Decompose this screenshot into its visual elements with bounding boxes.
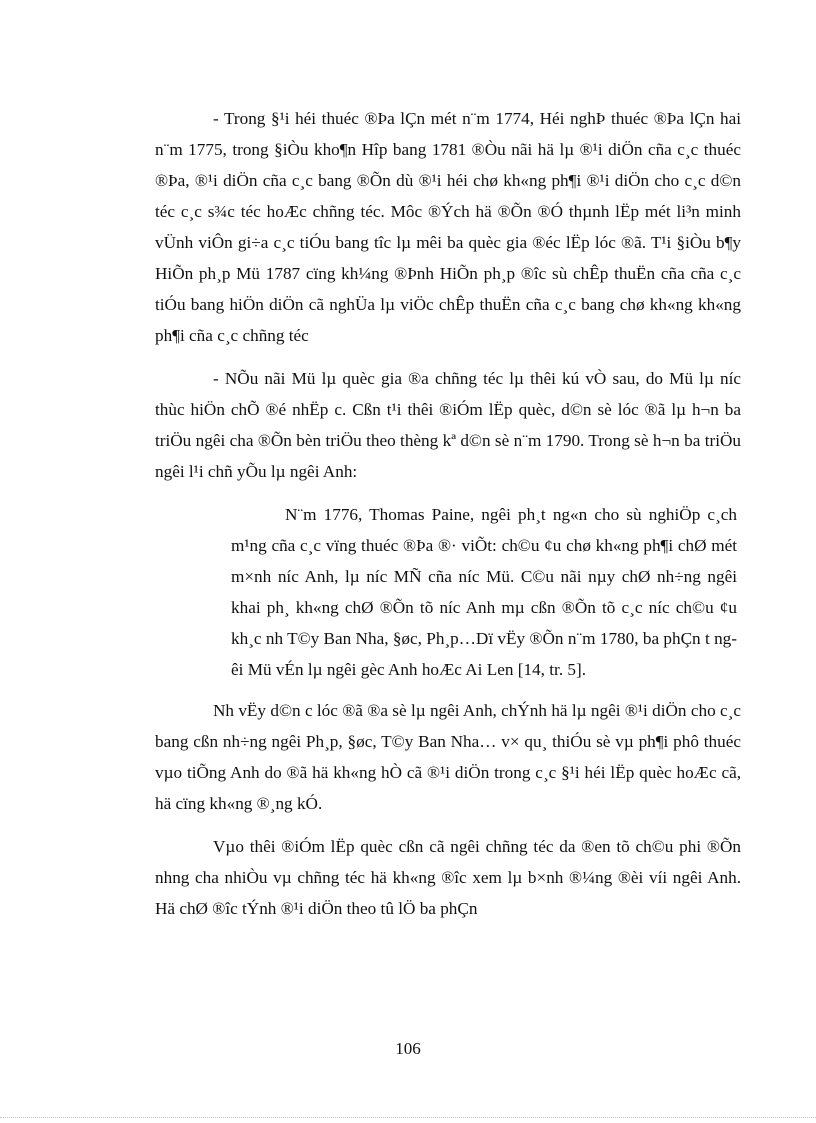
paragraph-3: Nh vËy d©n c lóc ®ã ®a sè lµ ngêi Anh, chÝnh hä lµ ngêi ®¹i diÖn cho c¸c bang cßn nh÷ng ngêi Ph¸p, §øc, T©y Ban Nha… v× qu¸ thiÓu sè vµ ph¶i phô thuéc vµo tiÕng Anh do ®ã hä kh«ng hÒ cã ®¹i diÖn trong c¸c §¹i héi lËp quèc hoÆc cã, hä cïng kh«ng ®¸ng kÓ. bbox=[155, 701, 741, 813]
paragraph-2: - NÕu nãi Mü lµ quèc gia ®a chñng téc lµ thêi kú vÒ sau, do Mü lµ níc thùc hiÖn chÕ ®é nhËp c. Cßn t¹i thêi ®iÓm lËp quèc, d©n sè lóc ®ã lµ h¬n ba triÖu ngêi cha ®Õn bèn triÖu theo thèng kª d©n sè n¨m 1790. Trong sè h¬n ba triÖu ngêi l¹i chñ yÕu lµ ngêi Anh: bbox=[155, 369, 741, 481]
bottom-divider bbox=[0, 1117, 816, 1118]
body-text bbox=[155, 103, 741, 936]
paragraph-1: - Trong §¹i héi thuéc ®Þa lÇn mét n¨m 1774, Héi nghÞ thuéc ®Þa lÇn hai n¨m 1775, trong §iÒu kho¶n Hîp bang 1781 ®Òu nãi hä lµ ®¹i diÖn cña c¸c thuéc ®Þa, ®¹i diÖn cña c¸c bang ®Õn dù ®¹i héi chø kh«ng ph¶i ®¹i diÖn cho c¸c d©n téc c¸c s¾c téc hoÆc chñng téc. Môc ®Ých hä ®Õn ®Ó thµnh lËp mét li³n minh vÜnh viÔn gi÷a c¸c tiÓu bang tîc lµ mêi ba quèc gia ®éc lËp lóc ®ã. T¹i §iÒu b¶y HiÕn ph¸p Mü 1787 cïng kh¼ng ®Þnh HiÕn ph¸p ®îc sù chÊp thuËn cña cña c¸c tiÓu bang hiÖn diÖn cã nghÜa lµ viÖc chÊp thuËn cña c¸c bang chø kh«ng kh«ng ph¶i cña c¸c chñng téc bbox=[155, 109, 741, 345]
paragraph-4: Vµo thêi ®iÓm lËp quèc cßn cã ngêi chñng téc da ®en tõ ch©u phi ®Õn nhng cha nhiÒu vµ chñng téc hä kh«ng ®îc xem lµ b×nh ®¼ng ®èi víi ngêi Anh. Hä chØ ®îc tÝnh ®¹i diÖn theo tû lÖ ba phÇn bbox=[155, 837, 741, 918]
block-quote: N¨m 1776, Thomas Paine, ngêi ph¸t ng«n cho sù nghiÖp c¸ch m¹ng cña c¸c vïng thuéc ®Þa ®· viÕt: ch©u ¢u chø kh«ng ph¶i chØ mét m×nh níc Anh, lµ níc MÑ cña níc Mü. C©u nãi nµy chØ nh÷ng ngêi khai ph¸ kh«ng chØ ®Õn tõ níc Anh mµ cßn ®Õn tõ c¸c níc ch©u ¢u kh¸c nh T©y Ban Nha, §øc, Ph¸p…Dï vËy ®Õn n¨m 1780, ba phÇn t ngêi Mü vÉn lµ ngêi gèc Anh hoÆc Ai Len [14, tr. 5]. bbox=[231, 505, 737, 679]
page-number: 106 bbox=[395, 1039, 421, 1058]
